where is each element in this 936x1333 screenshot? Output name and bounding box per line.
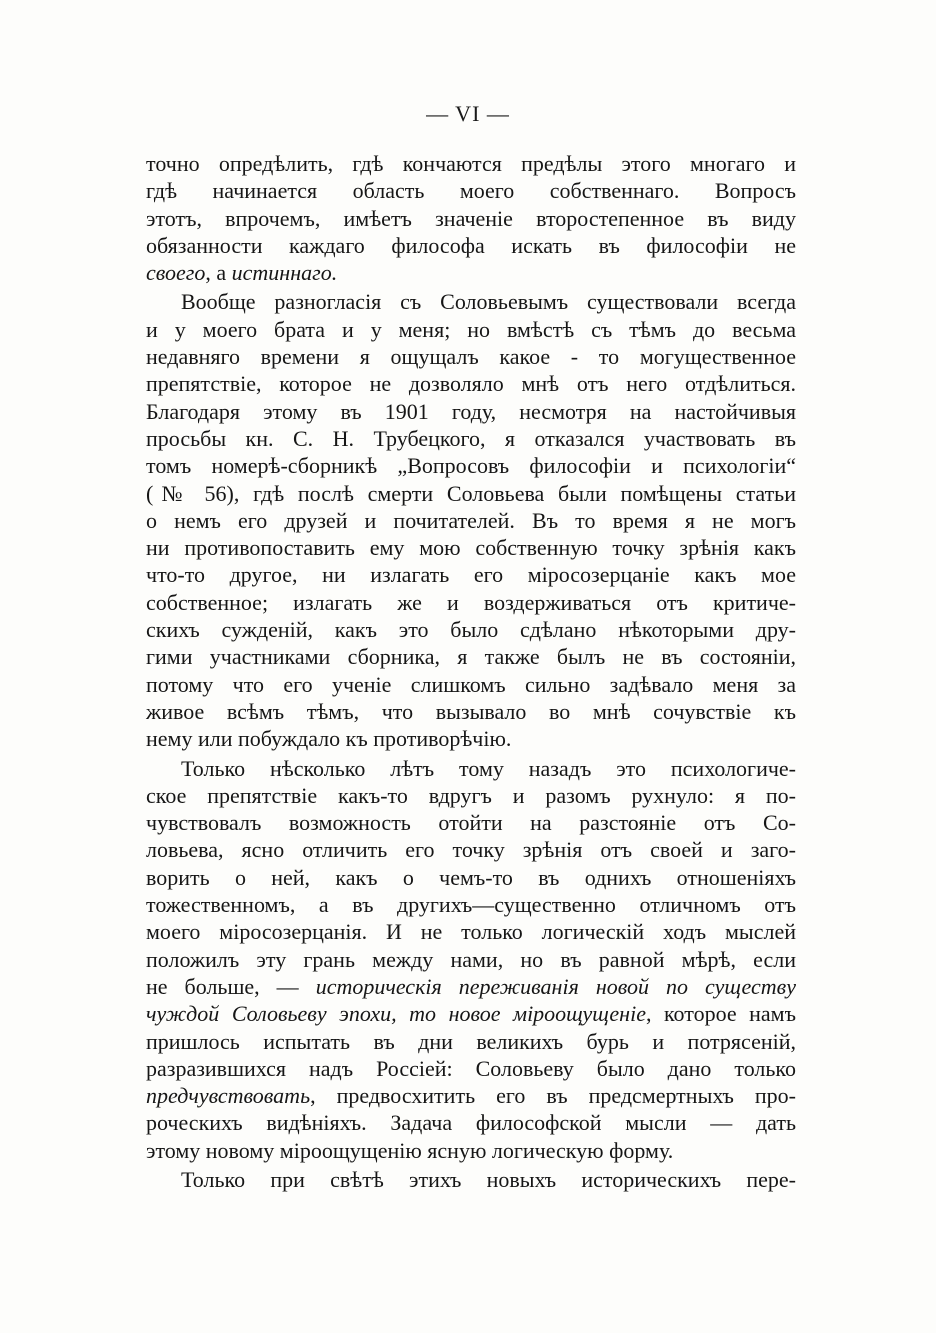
text-line: положилъ эту грань между нами, но въ равной мѣрѣ, если — [146, 946, 796, 972]
italic-text: своего — [146, 260, 206, 286]
text-line: потому что его ученiе слишкомъ сильно задѣвало меня за — [146, 671, 796, 697]
text-line: собственное; излагать же и воздерживаться отъ критиче- — [146, 589, 796, 615]
text-line: гими участниками сборника, я также былъ не въ состоянiи, — [146, 644, 796, 670]
text-line: ское препятствiе какъ-то вдругъ и разомъ рухнуло: я по- — [146, 782, 796, 808]
text-line: томъ номерѣ-сборникѣ „Вопросовъ философiи и психологiи“ — [146, 453, 796, 479]
text-line: Благодаря этому въ 1901 году, несмотря на настойчивыя — [146, 398, 796, 424]
text-line: обязанности каждаго философа искать въ философiи не — [146, 232, 796, 258]
text-line: тожественномъ, а въ другихъ—существенно отличномъ отъ — [146, 892, 796, 918]
italic-text: чуждой Соловьеву эпохи, то новое мiроощущенiе — [146, 1001, 646, 1027]
italic-text: предчувствовать — [146, 1083, 311, 1109]
text-line: ловьева, ясно отличить его точку зрѣнiя отъ своей и заго- — [146, 837, 796, 863]
italic-text: историческiя переживанiя новой по существу — [315, 973, 796, 999]
text-line: ворить о ней, какъ о чемъ-то въ однихъ отношенiяхъ — [146, 864, 796, 890]
text-line: разразившихся надъ Россiей: Соловьеву было дано только — [146, 1055, 796, 1081]
text-line: чувствовалъ возможность отойти на разстоянiе отъ Со- — [146, 810, 796, 836]
text-line: этому новому мiроощущенiю ясную логическую форму. — [146, 1137, 674, 1163]
text-line: предчувствовать, предвосхитить его въ предсмертныхъ про- — [146, 1083, 796, 1109]
text-line: скихъ сужденiй, какъ это было сдѣлано нѣкоторыми дру- — [146, 617, 796, 643]
text-line: роческихъ видѣнiяхъ. Задача философской мысли — дать — [146, 1110, 796, 1136]
text-line: ни противопоставить ему мою собственную точку зрѣнiя какъ — [146, 535, 796, 561]
text-line: просьбы кн. С. Н. Трубецкого, я отказался участвовать въ — [146, 425, 796, 451]
text-line: своего, а истиннаго. — [146, 260, 338, 286]
text-line: Только при свѣтѣ этихъ новыхъ историческихъ пере- — [181, 1166, 796, 1192]
page-number: — VI — — [426, 101, 510, 126]
text-line: (№ 56), гдѣ послѣ смерти Соловьева были помѣщены статьи — [146, 480, 796, 506]
text-line: пришлось испытать въ дни великихъ бурь и потрясенiй, — [146, 1028, 796, 1054]
text-line: живое всѣмъ тѣмъ, что вызывало во мнѣ сочувствiе къ — [146, 698, 796, 724]
text-line: чуждой Соловьеву эпохи, то новое мiроощущенiе, которое намъ — [146, 1001, 796, 1027]
text-line: точно опредѣлить, гдѣ кончаются предѣлы этого многаго и — [146, 151, 796, 176]
text-line: Только нѣсколько лѣтъ тому назадъ это психологиче- — [181, 755, 796, 781]
text-line: Вообще разногласiя съ Соловьевымъ существовали всегда — [181, 289, 796, 315]
italic-text: истиннаго. — [231, 260, 338, 286]
text-line: гдѣ начинается область моего собственнаго. Вопросъ — [146, 178, 796, 204]
body-text — [146, 150, 796, 1193]
text-line: не больше, — историческiя переживанiя новой по существу — [146, 973, 796, 999]
text-line: этотъ, впрочемъ, имѣетъ значенiе второстепенное въ виду — [146, 205, 796, 231]
text-line: нему или побуждало къ противорѣчiю. — [146, 726, 512, 752]
text-line: недавняго времени я ощущалъ какое - то могущественное — [146, 344, 796, 370]
text-line: моего мiросозерцанiя. И не только логическiй ходъ мыслей — [146, 919, 796, 945]
text-line: о немъ его друзей и почитателей. Въ то время я не могъ — [146, 507, 796, 533]
text-line: препятствiе, которое не дозволяло мнѣ отъ него отдѣлиться. — [146, 371, 796, 397]
text-line: что-то другое, ни излагать его мiросозерцанiе какъ мое — [146, 562, 796, 588]
text-line: и у моего брата и у меня; но вмѣстѣ съ тѣмъ до весьма — [146, 316, 796, 342]
